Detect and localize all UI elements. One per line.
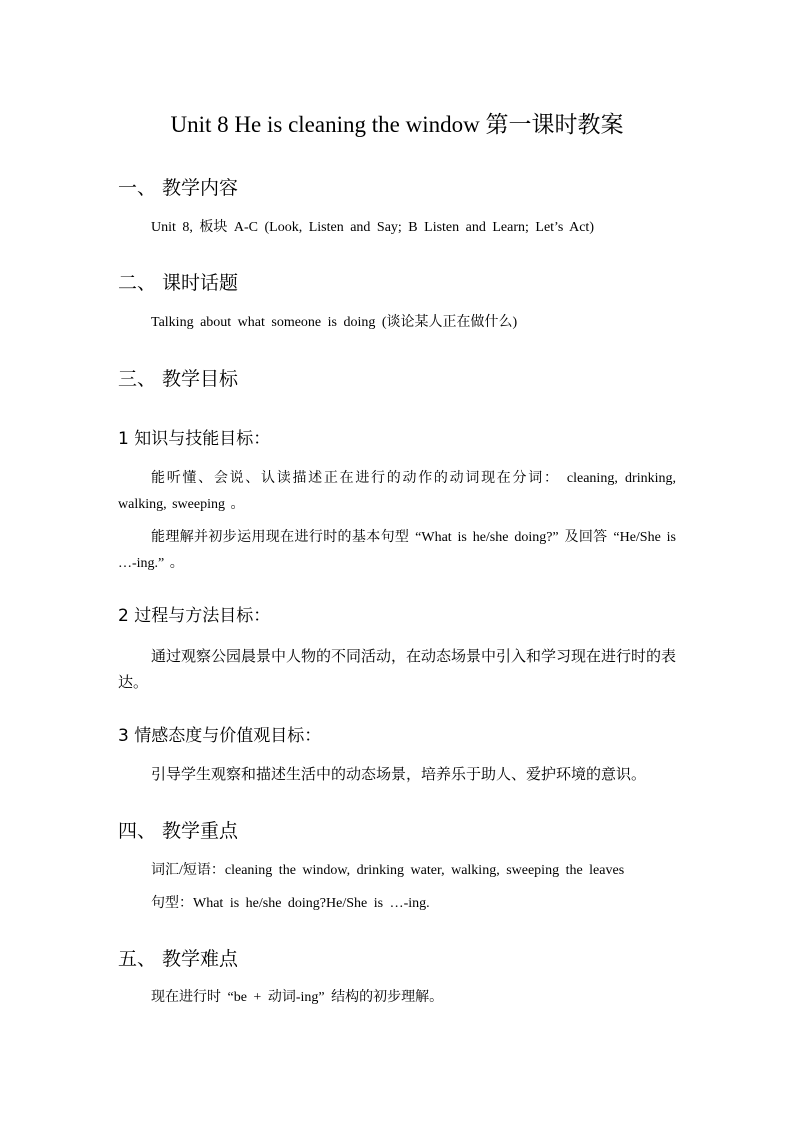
subheading-emotion-values: 3 情感态度与价值观目标：: [118, 726, 322, 746]
difficulties-text: 现在进行时 “be + 动词-ing” 结构的初步理解。: [151, 990, 444, 1005]
process-paragraph: 通过观察公园晨景中人物的不同活动，在动态场景中引入和学习现在进行时的表达。: [118, 649, 677, 691]
subheading-knowledge-skills: 1 知识与技能目标：: [118, 429, 271, 449]
section-heading-content: 一、 教学内容: [118, 177, 239, 199]
section-heading-objectives: 三、 教学目标: [118, 368, 239, 390]
section-heading-topic: 二、 课时话题: [118, 272, 239, 294]
emotion-paragraph: 引导学生观察和描述生活中的动态场景，培养乐于助人、爱护环境的意识。: [151, 767, 647, 783]
document-title: Unit 8 He is cleaning the window 第一课时教案: [170, 112, 624, 137]
knowledge-paragraph-2: 能理解并初步运用现在进行时的基本句型 “What is he/she doing?” 及回答 “He/She is …-ing.” 。: [118, 530, 676, 571]
knowledge-paragraph-1: 能听懂、会说、认读描述正在进行的动作的动词现在分词： cleaning, drinking, walking, sweeping 。: [118, 471, 676, 512]
subheading-process-methods: 2 过程与方法目标：: [118, 606, 271, 626]
key-points-pattern: 句型：What is he/she doing?He/She is …-ing.: [151, 896, 430, 911]
key-points-vocab: 词汇/短语：cleaning the window, drinking water, walking, sweeping the leaves: [151, 863, 625, 878]
topic-text: Talking about what someone is doing (谈论某人正在做什么): [151, 315, 518, 330]
content-text: Unit 8, 板块 A-C (Look, Listen and Say; B Listen and Learn; Let’s Act): [151, 220, 594, 235]
section-heading-difficulties: 五、 教学难点: [118, 948, 239, 970]
section-heading-key-points: 四、 教学重点: [118, 820, 239, 842]
